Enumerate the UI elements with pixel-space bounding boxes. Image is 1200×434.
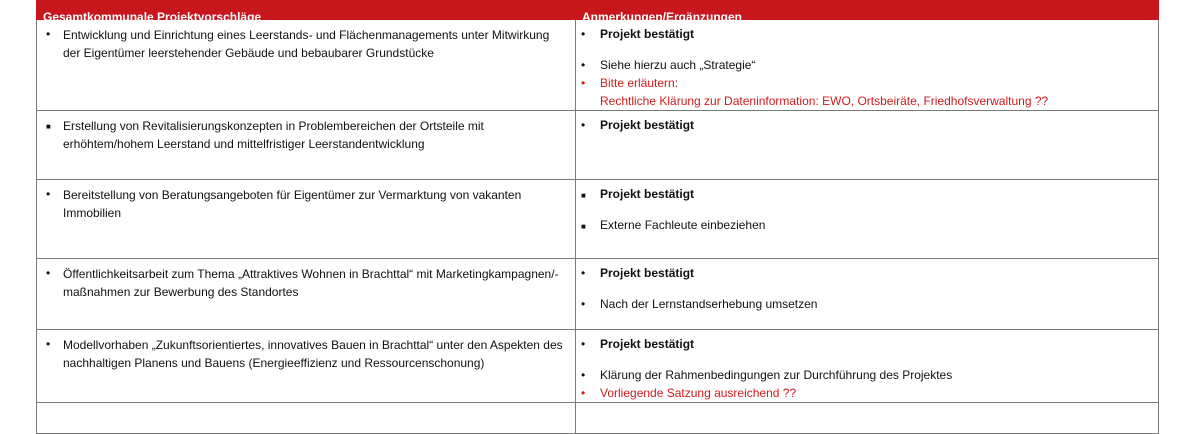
proposal-text: Bereitstellung von Beratungsangeboten für Eigentümer zur Vermarktung von vakanten Immobilien: [63, 188, 522, 220]
remarks-cell: [576, 180, 1159, 259]
table-row: [37, 20, 1159, 111]
bullet-icon: •: [581, 76, 586, 90]
table-row-partial: [37, 403, 1159, 434]
proposal-text: Erstellung von Revitalisierungskonzepten in Problembereichen der Ortsteile mit erhöhtem/hohem Leerstand und mittelfristiger Leerstandentwicklung: [63, 119, 484, 151]
bullet-icon: •: [581, 386, 586, 400]
square-bullet-icon: ■: [581, 191, 586, 200]
remarks-cell: [576, 20, 1159, 111]
status-text: Projekt bestätigt: [600, 337, 695, 351]
note-red-text: Rechtliche Klärung zur Dateninformation: EWO, Ortsbeiräte, Friedhofsverwaltung ??: [600, 94, 1049, 108]
square-bullet-icon: ■: [46, 122, 51, 131]
table-row: [37, 180, 1159, 259]
bullet-icon: •: [581, 58, 586, 72]
bullet-icon: •: [46, 266, 51, 280]
note-red-text: Vorliegende Satzung ausreichend ??: [600, 386, 797, 400]
empty-cell: [576, 403, 1159, 434]
proposal-text: Entwicklung und Einrichtung eines Leerstands- und Flächenmanagements unter Mitwirkung der Eigentümer leerstehender Gebäude und bebaubarer Grundstücke: [63, 28, 550, 60]
note-text: Externe Fachleute einbeziehen: [600, 218, 766, 232]
status-text: Projekt bestätigt: [600, 266, 695, 280]
status-text: Projekt bestätigt: [600, 118, 695, 132]
bullet-icon: •: [581, 27, 586, 41]
note-red-text: Bitte erläutern:: [600, 76, 679, 90]
proposal-cell: [37, 111, 576, 180]
proposal-cell: [37, 20, 576, 111]
remarks-cell: [576, 111, 1159, 180]
bullet-icon: •: [46, 187, 51, 201]
bullet-icon: •: [581, 337, 586, 351]
square-bullet-icon: ■: [581, 222, 586, 231]
bullet-icon: •: [46, 337, 51, 351]
table-row: [37, 330, 1159, 403]
status-text: Projekt bestätigt: [600, 187, 695, 201]
note-text: Siehe hierzu auch „Strategie“: [600, 58, 756, 72]
proposal-cell: [37, 330, 576, 403]
table-header-row: [37, 0, 1159, 20]
table-row: [37, 111, 1159, 180]
empty-cell: [37, 403, 576, 434]
status-text: Projekt bestätigt: [600, 27, 695, 41]
note-text: Nach der Lernstandserhebung umsetzen: [600, 297, 818, 311]
bullet-icon: •: [581, 266, 586, 280]
proposal-text: Modellvorhaben „Zukunftsorientiertes, innovatives Bauen in Brachttal“ unter den Aspekten des nachhaltigen Planens und Bauens (Energieeffizienz und Ressourcenschonung): [63, 338, 563, 370]
remarks-cell: [576, 259, 1159, 330]
table-row: [37, 259, 1159, 330]
proposal-cell: [37, 180, 576, 259]
proposal-text: Öffentlichkeitsarbeit zum Thema „Attraktives Wohnen in Brachttal“ mit Marketingkampagnen/-maßnahmen zur Bewerbung des Standortes: [63, 267, 559, 299]
bullet-icon: •: [581, 368, 586, 382]
remarks-cell: [576, 330, 1159, 403]
bullet-icon: •: [581, 297, 586, 311]
bullet-icon: •: [581, 118, 586, 132]
bullet-icon: •: [46, 27, 51, 41]
header-remarks: Anmerkungen/Ergänzungen: [576, 0, 1159, 20]
header-proposals: Gesamtkommunale Projektvorschläge: [37, 0, 576, 20]
note-text: Klärung der Rahmenbedingungen zur Durchführung des Projektes: [600, 368, 953, 382]
project-table: [36, 0, 1159, 434]
proposal-cell: [37, 259, 576, 330]
